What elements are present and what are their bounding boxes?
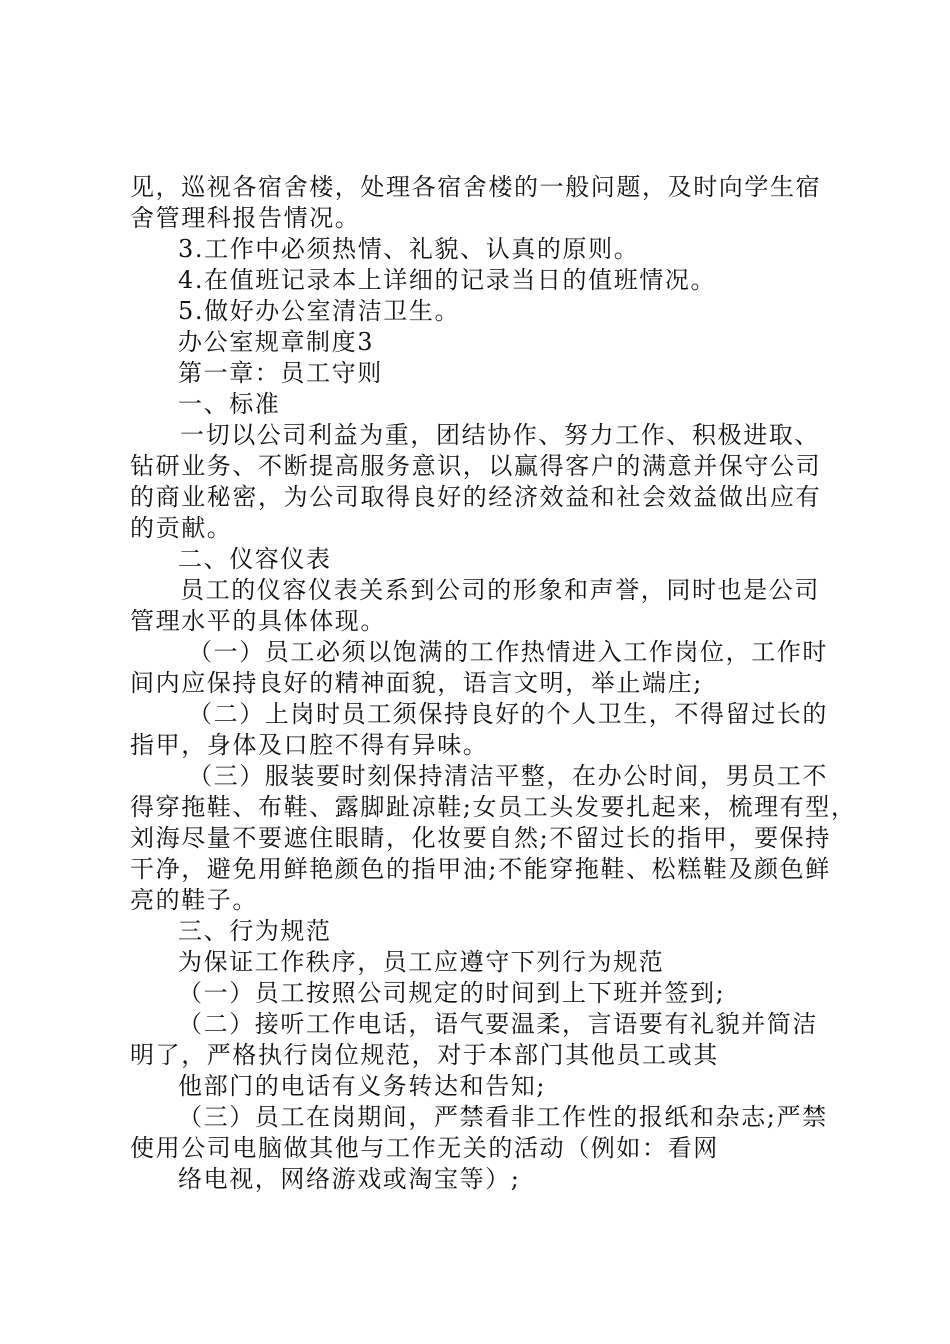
chapter-heading: 第一章：员工守则: [178, 359, 383, 387]
paragraph-line: 舍管理科报告情况。: [130, 204, 361, 232]
list-item: （一）员工必须以饱满的工作热情进入工作岗位，工作时: [188, 638, 828, 666]
paragraph-line: 他部门的电话有义务转达和告知;: [178, 1072, 547, 1100]
paragraph-line: 络电视，网络游戏或淘宝等）;: [178, 1165, 521, 1193]
section-title: 办公室规章制度3: [178, 328, 375, 356]
paragraph-line: 钻研业务、不断提高服务意识，以赢得客户的满意并保守公司: [130, 452, 822, 480]
paragraph-line: 的贡献。: [130, 514, 233, 542]
list-item: （二）接听工作电话，语气要温柔，言语要有礼貌并简洁: [178, 1010, 818, 1038]
list-item: 4.在值班记录本上详细的记录当日的值班情况。: [178, 266, 717, 294]
paragraph-line: 得穿拖鞋、布鞋、露脚趾凉鞋;女员工头发要扎起来，梳理有型，: [130, 793, 857, 821]
paragraph-line: 刘海尽量不要遮住眼睛，化妆要自然;不留过长的指甲，要保持: [130, 824, 831, 852]
document-body: [130, 172, 857, 1195]
list-item: （三）员工在岗期间，严禁看非工作性的报纸和杂志;严禁: [178, 1103, 828, 1131]
paragraph-line: 为保证工作秩序，员工应遵守下列行为规范: [178, 948, 665, 976]
list-item: （三）服装要时刻保持清洁平整，在办公时间，男员工不: [188, 762, 828, 790]
list-item: （二）上岗时员工须保持良好的个人卫生，不得留过长的: [188, 700, 828, 728]
section-heading: 二、仪容仪表: [178, 545, 332, 573]
paragraph-line: 见，巡视各宿舍楼，处理各宿舍楼的一般问题，及时向学生宿: [130, 173, 822, 201]
list-item: （一）员工按照公司规定的时间到上下班并签到;: [178, 979, 726, 1007]
paragraph-line: 的商业秘密，为公司取得良好的经济效益和社会效益做出应有: [130, 483, 822, 511]
paragraph-line: 干净，避免用鲜艳颜色的指甲油;不能穿拖鞋、松糕鞋及颜色鲜: [130, 855, 831, 883]
paragraph-line: 指甲，身体及口腔不得有异味。: [130, 731, 489, 759]
paragraph-line: 亮的鞋子。: [130, 886, 258, 914]
paragraph-line: 员工的仪容仪表关系到公司的形象和声誉，同时也是公司: [180, 576, 820, 604]
paragraph-line: 一切以公司利益为重，团结协作、努力工作、积极进取、: [180, 421, 820, 449]
paragraph-line: 间内应保持良好的精神面貌，语言文明，举止端庄;: [130, 669, 703, 697]
section-heading: 三、行为规范: [178, 917, 332, 945]
paragraph-line: 明了，严格执行岗位规范，对于本部门其他员工或其: [130, 1041, 719, 1069]
list-item: 5.做好办公室清洁卫生。: [178, 297, 461, 325]
paragraph-line: 使用公司电脑做其他与工作无关的活动（例如：看网: [130, 1134, 719, 1162]
paragraph-line: 管理水平的具体体现。: [130, 607, 386, 635]
list-item: 3.工作中必须热情、礼貌、认真的原则。: [178, 235, 640, 263]
section-heading: 一、标准: [178, 390, 281, 418]
